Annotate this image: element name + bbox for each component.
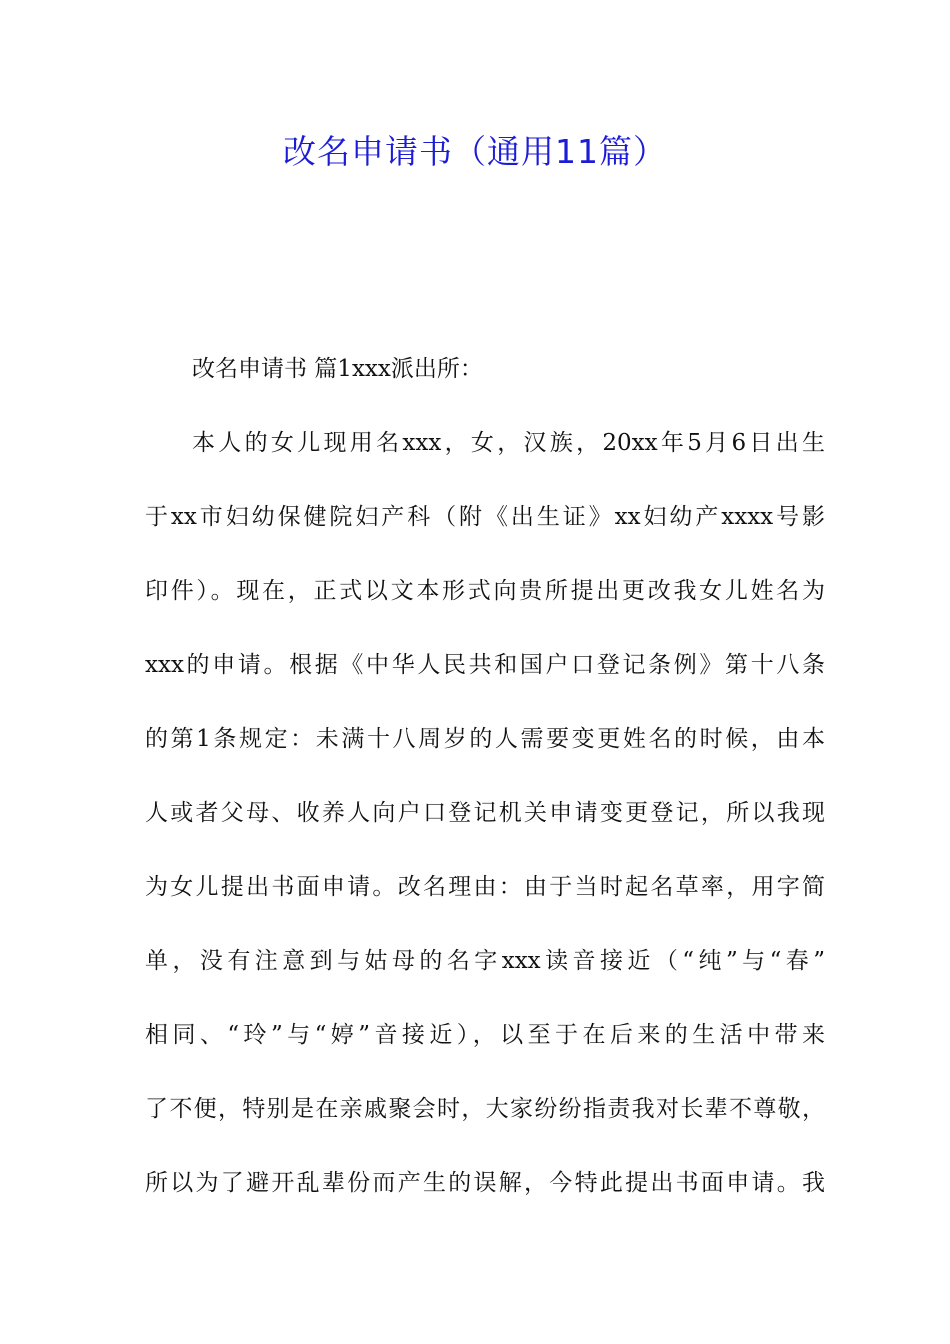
text-line: 的第1条规定：未满十八周岁的人需要变更姓名的时候，由本 [145,726,825,752]
text-line: 单，没有注意到与姑母的名字xxx读音接近（“纯”与“春” [145,948,825,974]
text-line: 相同、“玲”与“婷”音接近），以至于在后来的生活中带来 [145,1022,825,1048]
document-body [145,332,825,1220]
text-line: xxx的申请。根据《中华人民共和国户口登记条例》第十八条 [145,652,825,678]
text-line: 所以为了避开乱辈份而产生的误解，今特此提出书面申请。我 [145,1170,825,1196]
text-line: 本人的女儿现用名xxx，女，汉族，20xx年5月6日出生 [192,430,825,456]
text-line: 人或者父母、收养人向户口登记机关申请变更登记，所以我现 [145,800,825,826]
text-line: 改名申请书 篇1xxx派出所： [192,356,483,382]
text-line: 于xx市妇幼保健院妇产科（附《出生证》xx妇幼产xxxx号影 [145,504,825,530]
text-line: 印件）。现在，正式以文本形式向贵所提出更改我女儿姓名为 [145,578,825,604]
text-line: 为女儿提出书面申请。改名理由：由于当时起名草率，用字简 [145,874,825,900]
text-line: 了不便，特别是在亲戚聚会时，大家纷纷指责我对长辈不尊敬， [145,1096,825,1122]
document-title: 改名申请书（通用11篇） [283,132,667,171]
